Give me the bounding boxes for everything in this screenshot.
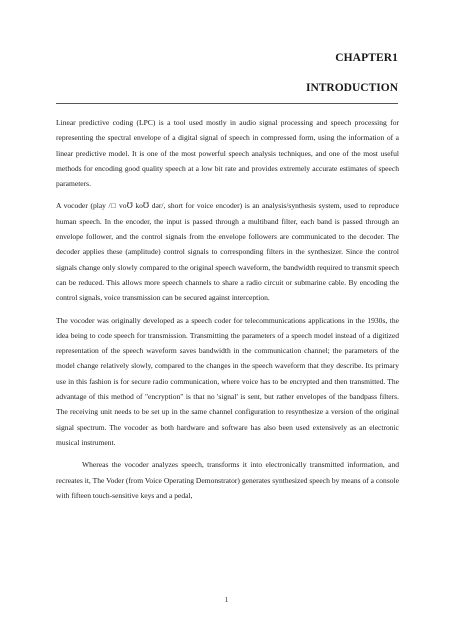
title-divider <box>56 103 398 104</box>
paragraph-lpc: Linear predictive coding (LPC) is a tool used mostly in audio signal processing and speech processing for representing the spectral envelope of a digital signal of speech in compressed form, using the information of a linear predictive model. It is one of the most powerful speech analysis techniques, and one of the most useful methods for encoding good quality speech at a low bit rate and provides extremely accurate estimates of speech parameters. <box>56 118 399 189</box>
paragraph-voder: Whereas the vocoder analyzes speech, transforms it into electronically transmitted information, and recreates it, The Voder (from Voice Operating Demonstrator) generates synthesized speech by means of a console with fifteen touch-sensitive keys and a pedal, <box>56 460 399 500</box>
body-text <box>56 115 399 510</box>
paragraph-vocoder-history: The vocoder was originally developed as a speech coder for telecommunications applications in the 1930s, the idea being to code speech for transmission. Transmitting the parameters of a speech model instead of a digitized representation of the speech waveform saves bandwidth in the communication channel; the parameters of the model change relatively slowly, compared to the changes in the speech waveform that they describe. Its primary use in this fashion is for secure radio communication, where voice has to be encrypted and then transmitted. The advantage of this method of "encryption" is that no 'signal' is sent, but rather envelopes of the bandpass filters. The receiving unit needs to be set up in the same channel configuration to resynthesize a version of the original signal spectrum. The vocoder as both hardware and software has also been used extensively as an electronic musical instrument. <box>56 315 399 447</box>
chapter-label: CHAPTER1 <box>335 52 398 64</box>
paragraph-vocoder: A vocoder (play /□ vo℧ ko℧ dər/, short for voice encoder) is an analysis/synthesis system, used to reproduce human speech. In the encoder, the input is passed through a multiband filter, each band is passed through an envelope follower, and the control signals from the envelope followers are communicated to the decoder. The decoder applies these (amplitude) control signals to corresponding filters in the synthesizer. Since the control signals change only slowly compared to the original speech waveform, the bandwidth required to transmit speech can be reduced. This allows more speech channels to share a radio circuit or submarine cable. By encoding the control signals, voice transmission can be secured against interception. <box>56 201 399 303</box>
page-number: 1 <box>224 596 229 604</box>
chapter-title: INTRODUCTION <box>305 82 398 94</box>
